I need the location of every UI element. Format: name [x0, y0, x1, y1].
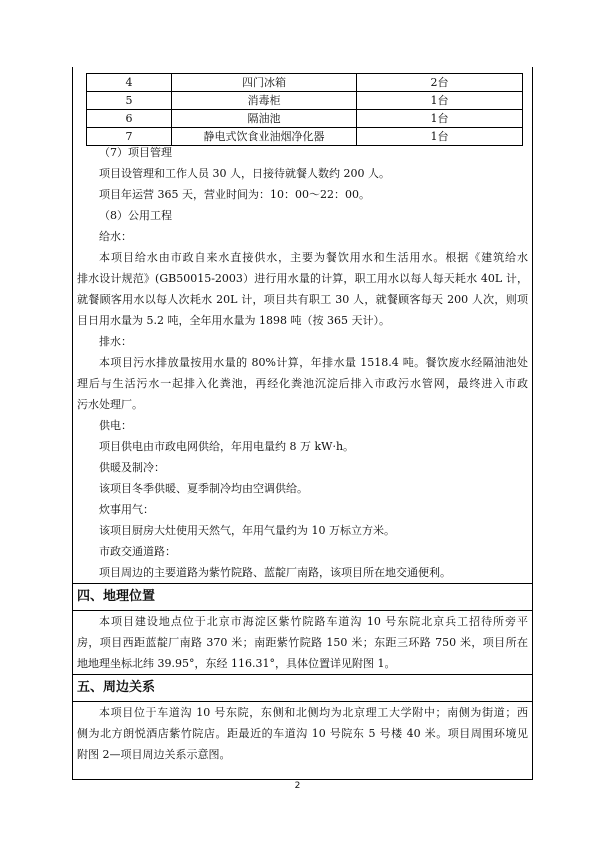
hvac-text: 该项目冬季供暖、夏季制冷均由空调供给。	[99, 482, 308, 495]
water-supply-line: 就餐顾客用水以每人次耗水 20L 计，项目共有职工 30 人，就餐顾客每天 200 人次，则项	[77, 293, 528, 306]
traffic-text: 项目周边的主要道路为紫竹院路、蓝靛厂南路，该项目所在地交通便利。	[99, 566, 451, 579]
equipment-quantity: 1台	[357, 92, 523, 110]
drainage-line: 理后与生活污水一起排入化粪池，再经化粪池沉淀后排入市政污水管网，最终进入市政	[77, 377, 528, 390]
gas-title: 炊事用气：	[99, 503, 154, 516]
drainage-line: 本项目污水排放量按用水量的 80%计算，年排水量 1518.4 吨。餐饮废水经隔油池处	[99, 356, 528, 369]
surroundings-line: 本项目位于车道沟 10 号东院，东侧和北侧均为北京理工大学附中；南侧为街道；西	[99, 706, 528, 719]
surroundings-line: 侧为北方朗悦酒店紫竹院店。距最近的车道沟 10 号院东 5 号楼 40 米。项目周围环境见	[77, 727, 528, 740]
power-text: 项目供电由市政电网供给，年用电量约 8 万 kW·h。	[99, 440, 355, 453]
equipment-name: 隔油池	[172, 110, 357, 128]
location-heading: 四、地理位置	[77, 589, 156, 604]
location-line: 房，项目西距蓝靛厂南路 370 米；南距紫竹院路 150 米；东距三环路 750 米，项目所在	[77, 636, 528, 649]
row-number: 4	[87, 74, 172, 92]
table-row	[87, 110, 523, 128]
table-row	[87, 74, 523, 92]
surroundings-line: 附图 2—项目周边关系示意图。	[77, 748, 231, 761]
power-title: 供电：	[99, 419, 132, 432]
management-heading: （7）项目管理	[99, 146, 172, 159]
equipment-name: 四门冰箱	[172, 74, 357, 92]
water-supply-line: 目日用水量为 5.2 吨，全年用水量为 1898 吨（按 365 天计）。	[77, 314, 390, 327]
equipment-quantity: 1台	[357, 128, 523, 146]
water-supply-line: 本项目给水由市政自来水直接供水，主要为餐饮用水和生活用水。根据《建筑给水	[99, 251, 528, 264]
water-supply-line: 排水设计规范》(GB50015-2003）进行用水量的计算，职工用水以每人每天耗水 40L 计，	[77, 272, 528, 285]
row-number: 6	[87, 110, 172, 128]
equipment-name: 消毒柜	[172, 92, 357, 110]
equipment-name: 静电式饮食业油烟净化器	[172, 128, 357, 146]
water-supply-title: 给水：	[99, 230, 132, 243]
row-number: 5	[87, 92, 172, 110]
management-hours: 项目年运营 365 天，营业时间为：10：00～22：00。	[99, 188, 370, 201]
location-line: 本项目建设地点位于北京市海淀区紫竹院路车道沟 10 号东院北京兵工招待所旁平	[99, 615, 528, 628]
equipment-quantity: 1台	[357, 110, 523, 128]
page-number: 2	[294, 781, 301, 791]
surroundings-heading: 五、周边关系	[77, 680, 156, 695]
drainage-line: 污水处理厂。	[77, 398, 143, 411]
document-body	[77, 142, 528, 765]
equipment-table	[86, 73, 523, 146]
table-row	[87, 92, 523, 110]
utilities-heading: （8）公用工程	[99, 209, 172, 222]
location-line: 地地理坐标北纬 39.95°，东经 116.31°，具体位置详见附图 1。	[77, 657, 396, 670]
gas-text: 该项目厨房大灶使用天然气，年用气量约为 10 万标立方米。	[99, 524, 395, 537]
hvac-title: 供暖及制冷：	[99, 461, 165, 474]
management-staff: 项目设管理和工作人员 30 人，日接待就餐人数约 200 人。	[99, 167, 390, 180]
traffic-title: 市政交通道路：	[99, 545, 176, 558]
row-number: 7	[87, 128, 172, 146]
drainage-title: 排水：	[99, 335, 132, 348]
equipment-quantity: 2台	[357, 74, 523, 92]
